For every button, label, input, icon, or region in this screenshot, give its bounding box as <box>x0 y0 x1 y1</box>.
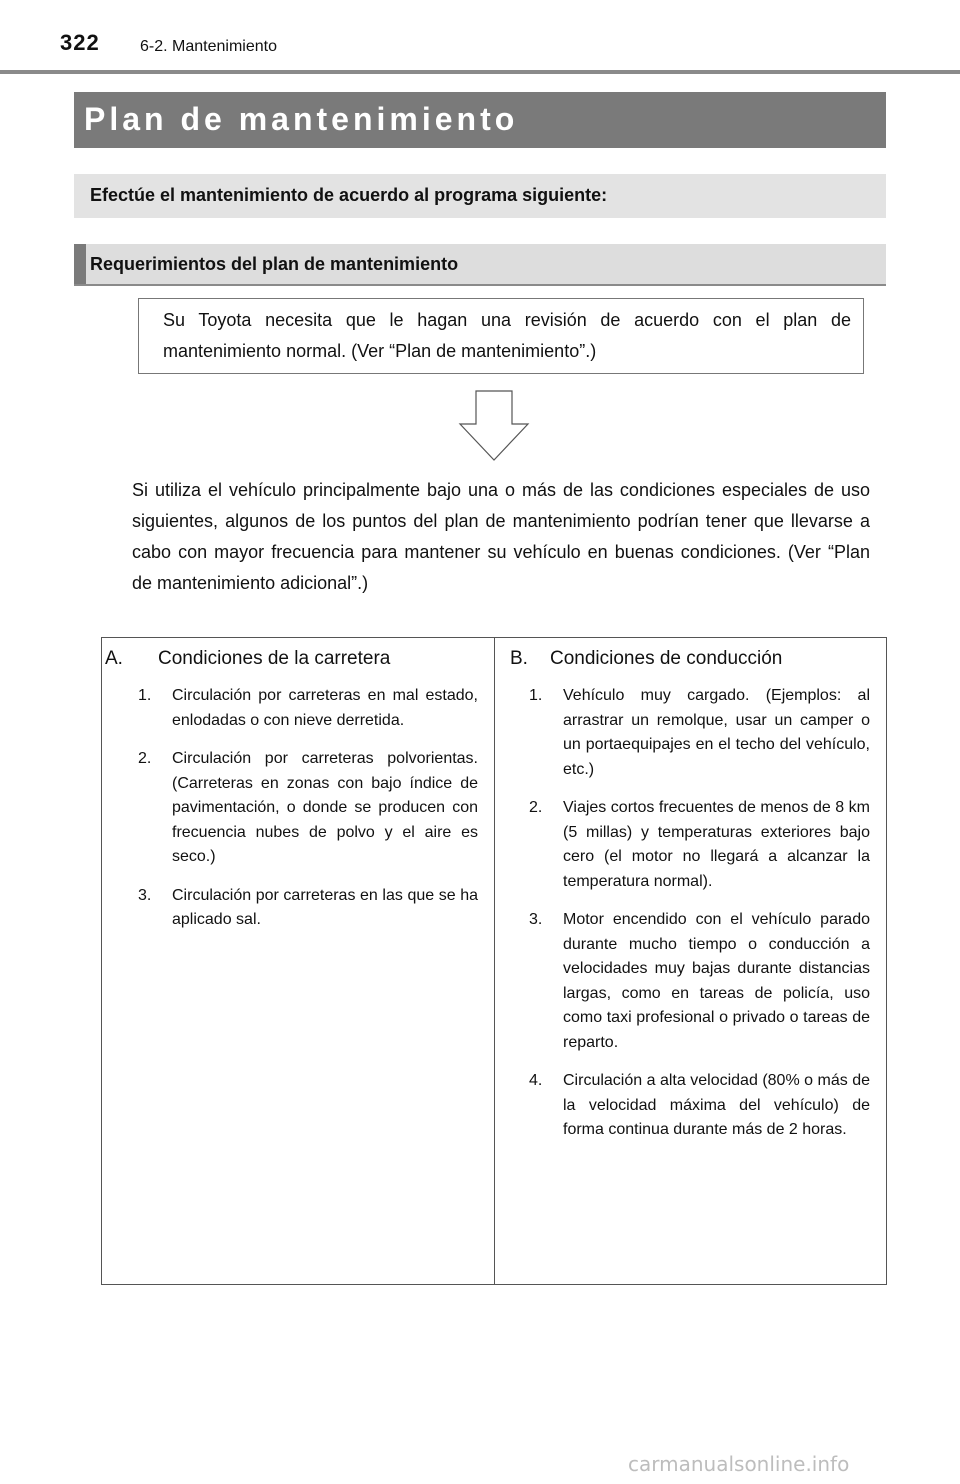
item-number: 1. <box>138 687 152 704</box>
item-text: Viajes cortos frecuentes de menos de 8 km (5 millas) y temperaturas exteriores bajo cero (el motor no llegará a alcanzar la temperatura normal). <box>563 799 870 890</box>
list-item <box>495 796 886 894</box>
watermark: carmanualsonline.info <box>628 1452 850 1476</box>
road-conditions-column <box>102 638 495 1284</box>
item-text: Circulación por carreteras en las que se ha aplicado sal. <box>172 886 478 928</box>
driving-conditions-list <box>495 684 886 1157</box>
page-number: 322 <box>60 30 100 55</box>
driving-conditions-column <box>495 638 886 1284</box>
header-divider <box>0 70 960 74</box>
item-text: Circulación a alta velocidad (80% o más de la velocidad máxima del vehículo) de forma continua durante más de 2 horas. <box>563 1072 870 1138</box>
road-conditions-letter: A. <box>105 648 123 669</box>
item-text: Circulación por carreteras en mal estado, enlodadas o con nieve derretida. <box>172 687 478 729</box>
road-conditions-title: Condiciones de la carretera <box>158 648 391 669</box>
item-number: 1. <box>529 687 543 704</box>
subsection-heading: Requerimientos del plan de mantenimiento <box>90 254 459 274</box>
item-text: Circulación por carreteras polvorientas. (Carreteras en zonas con bajo índice de pavimentación, o donde se producen con frecuencia nubes de polvo y el aire es seco.) <box>172 750 478 865</box>
item-text: Vehículo muy cargado. (Ejemplos: al arrastrar un remolque, usar un camper o un portaequipajes en el techo del vehículo, etc.) <box>563 687 870 778</box>
page-title: Plan de mantenimiento <box>84 101 519 137</box>
normal-plan-text: Su Toyota necesita que le hagan una revisión de acuerdo con el plan de mantenimiento normal. (Ver “Plan de mantenimiento”.) <box>163 310 851 361</box>
special-conditions-paragraph: Si utiliza el vehículo principalmente bajo una o más de las condiciones especiales de uso siguientes, algunos de los puntos del plan de mantenimiento podrían tener que llevarse a cabo con mayor frecuencia para mantener su vehículo en buenas condiciones. (Ver “Plan de mantenimiento adicional”.) <box>132 480 870 593</box>
conditions-table <box>101 637 887 1285</box>
driving-conditions-title: Condiciones de conducción <box>550 648 783 669</box>
list-item <box>102 684 494 733</box>
list-item <box>495 684 886 782</box>
subsection-heading-bar <box>74 244 886 286</box>
subsection-marker <box>74 244 86 284</box>
normal-plan-box <box>138 298 864 374</box>
driving-conditions-letter: B. <box>510 648 528 669</box>
intro-bar <box>74 174 886 218</box>
list-item <box>495 1069 886 1143</box>
list-item <box>102 884 494 933</box>
page-header <box>0 0 960 76</box>
road-conditions-list <box>102 684 494 947</box>
item-number: 2. <box>529 799 543 816</box>
item-number: 3. <box>529 911 543 928</box>
item-number: 4. <box>529 1072 543 1089</box>
item-number: 3. <box>138 886 152 904</box>
section-reference: 6-2. Mantenimiento <box>140 38 277 55</box>
list-item <box>102 747 494 870</box>
page-title-bar <box>74 92 886 148</box>
item-number: 2. <box>138 750 152 767</box>
list-item <box>495 908 886 1055</box>
intro-text: Efectúe el mantenimiento de acuerdo al programa siguiente: <box>90 185 608 205</box>
down-arrow-icon <box>458 390 530 462</box>
item-text: Motor encendido con el vehículo parado durante mucho tiempo o conducción a velocidades muy bajas durante distancias largas, como en tareas de policía, uso como taxi profesional o privado o tareas de reparto. <box>563 911 870 1051</box>
